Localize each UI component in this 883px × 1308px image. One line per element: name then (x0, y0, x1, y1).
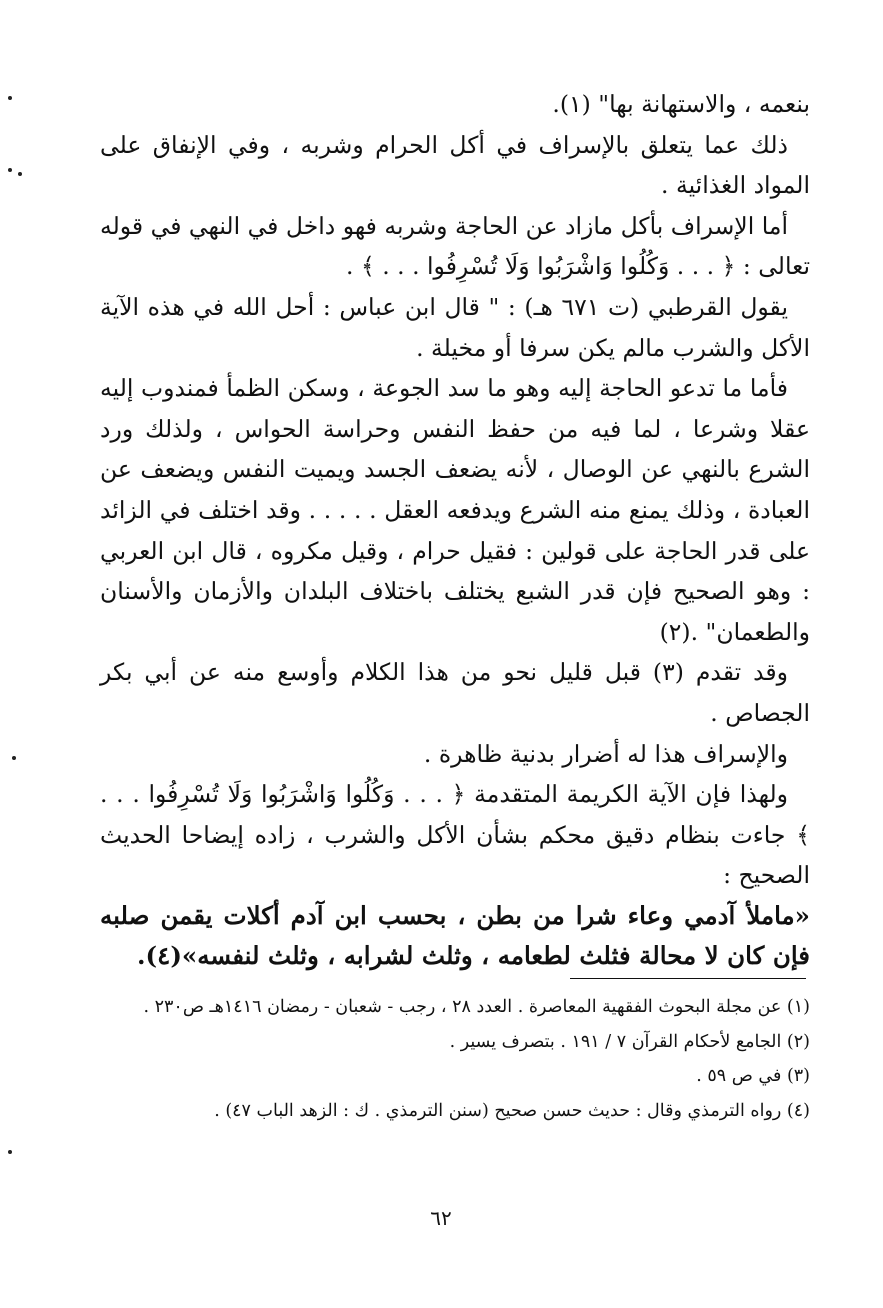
paragraph-4: يقول القرطبي (ت ٦٧١ هـ) : " قال ابن عباس : أحل الله في هذه الآية الأكل والشرب مالم يكن سرفا أو مخيلة . (100, 292, 810, 362)
scan-speck (8, 1150, 12, 1154)
scan-speck (8, 168, 12, 172)
footnote-separator (570, 978, 806, 979)
scan-speck (18, 172, 22, 176)
hadith-quote: «ماملأ آدمي وعاء شرا من بطن ، بحسب ابن آدم أكلات يقمن صلبه فإن كان لا محالة فثلث لطعامه ، وثلث لشرابه ، وثلث لنفسه»(٤). (100, 900, 810, 971)
paragraph-3: أما الإسراف بأكل مازاد عن الحاجة وشربه فهو داخل في النهي في قوله تعالى : ﴿ . . . وَكُلُوا وَاشْرَبُوا وَلَا تُسْرِفُوا . . . ﴾ . (100, 211, 810, 281)
paragraph-6: وقد تقدم (٣) قبل قليل نحو من هذا الكلام وأوسع منه عن أبي بكر الجصاص . (100, 658, 810, 727)
scan-speck (8, 96, 12, 100)
paragraph-1: بنعمه ، والاستهانة بها" (١). (552, 90, 810, 118)
page-number: ٦٢ (430, 1206, 452, 1230)
paragraph-8: ولهذا فإن الآية الكريمة المتقدمة ﴿ . . . وَكُلُوا وَاشْرَبُوا وَلَا تُسْرِفُوا . . . ﴾ جاءت بنظام دقيق محكم بشأن الأكل والشرب ، زاده إيضاحا الحديث الصحيح : (100, 780, 810, 890)
paragraph-7: والإسراف هذا له أضرار بدنية ظاهرة . (423, 739, 788, 768)
footnote-4: (٤) رواه الترمذي وقال : حديث حسن صحيح (سنن الترمذي . ك : الزهد الباب ٤٧) . (214, 1100, 810, 1121)
footnote-2: (٢) الجامع لأحكام القرآن ٧ / ١٩١ . بتصرف يسير . (449, 1031, 810, 1052)
footnote-3: (٣) في ص ٥٩ . (696, 1066, 810, 1086)
scan-speck (12, 756, 16, 760)
main-text (100, 84, 810, 977)
paragraph-5: فأما ما تدعو الحاجة إليه وهو ما سد الجوعة ، وسكن الظمأ فمندوب إليه عقلا وشرعا ، لما فيه من حفظ النفس وحراسة الحواس ، ولذلك ورد الشرع بالنهي عن الوصال ، لأنه يضعف الجسد ويميت النفس ويضعف عن العبادة ، وذلك يمنع منه الشرع ويدفعه العقل . . . . . وقد اختلف في الزائد على قدر الحاجة على قولين : فقيل حرام ، وقيل مكروه ، قال ابن العربي : وهو الصحيح فإن قدر الشبع يختلف باختلاف البلدان والأزمان والأسنان والطعمان" .(٢) (100, 374, 810, 646)
footnotes (100, 990, 810, 1128)
paragraph-2: ذلك عما يتعلق بالإسراف في أكل الحرام وشربه ، وفي الإنفاق على المواد الغذائية . (100, 130, 810, 200)
footnote-1: (١) عن مجلة البحوث الفقهية المعاصرة . العدد ٢٨ ، رجب - شعبان - رمضان ١٤١٦هـ ص٢٣٠ . (143, 997, 810, 1017)
